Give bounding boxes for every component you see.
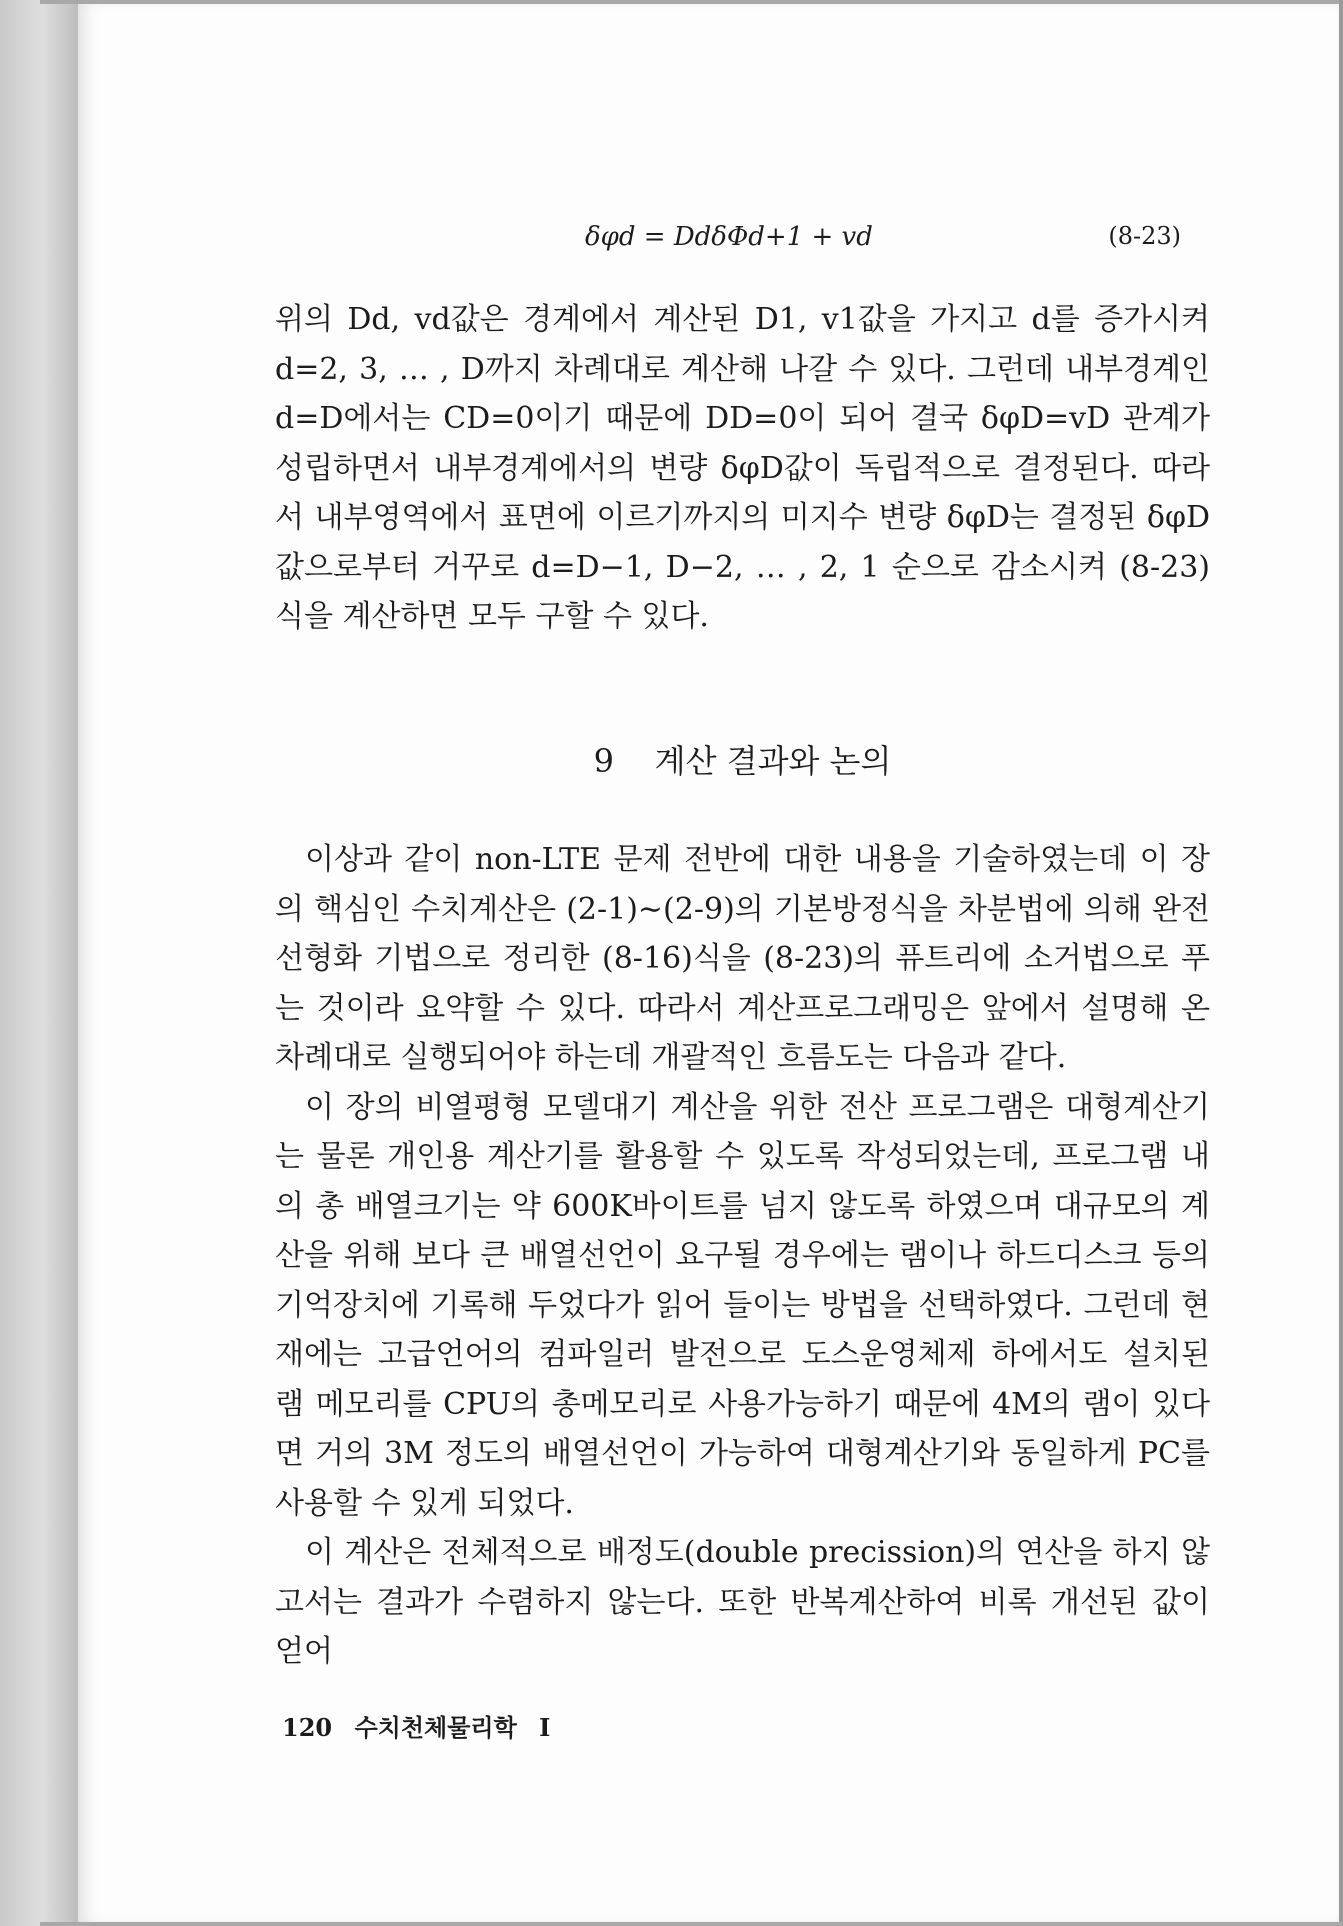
book-volume: I [539,1713,551,1742]
body-paragraph: 이상과 같이 non-LTE 문제 전반에 대한 내용을 기술하였는데 이 장의 핵심인 수치계산은 (2-1)∼(2-9)의 기본방정식을 차분법에 의해 완전선형화 기법으로 정리한 (8-16)식을 (8-23)의 퓨트리에 소거법으로 푸는 것이라 요약할 수 있다. 따라서 계산프로그래밍은 앞에서 설명해 온 차례대로 실행되어야 하는데 개괄적인 흐름도는 다음과 같다. [275,842,1210,1075]
book-spine [0,0,78,1926]
page-edge-right [1339,0,1343,1926]
equation: δφd = DdδΦd+1 + vd [585,222,873,252]
equation-line [275,222,1211,262]
page-edge-top [40,0,1343,4]
book-title: 수치천체물리학 [354,1713,517,1742]
page-edge-bottom [40,1922,1343,1926]
page-footer [282,1708,564,1743]
intro-paragraph-block [275,295,1210,642]
body-text-block [275,835,1210,1677]
page-number: 120 [282,1713,333,1742]
intro-paragraph: 위의 Dd, vd값은 경계에서 계산된 D1, v1값을 가지고 d를 증가시켜 d=2, 3, … , D까지 차례대로 계산해 나갈 수 있다. 그런데 내부경계인 d=D에서는 CD=0이기 때문에 DD=0이 되어 결국 δφD=vD 관계가 성립하면서 내부경계에서의 변량 δφD값이 독립적으로 결정된다. 따라서 내부영역에서 표면에 이르기까지의 미지수 변량 δφD는 결정된 δφD값으로부터 거꾸로 d=D−1, D−2, … , 2, 1 순으로 감소시켜 (8-23)식을 계산하면 모두 구할 수 있다. [275,302,1210,634]
body-paragraph: 이 계산은 전체적으로 배정도(double precission)의 연산을 하지 않고서는 결과가 수렴하지 않는다. 또한 반복계산하여 비록 개선된 값이 얻어 [275,1535,1210,1669]
section-title: 계산 결과와 논의 [654,742,892,780]
body-paragraph: 이 장의 비열평형 모델대기 계산을 위한 전산 프로그램은 대형계산기는 물론 개인용 계산기를 활용할 수 있도록 작성되었는데, 프로그램 내의 총 배열크기는 약 600K바이트를 넘지 않도록 하였으며 대규모의 계산을 위해 보다 큰 배열선언이 요구될 경우에는 램이나 하드디스크 등의 기억장치에 기록해 두었다가 읽어 들이는 방법을 선택하였다. 그런데 현재에는 고급언어의 컴파일러 발전으로 도스운영체제 하에서도 설치된 램 메모리를 CPU의 총메모리로 사용가능하기 때문에 4M의 램이 있다면 거의 3M 정도의 배열선언이 가능하여 대형계산기와 동일하게 PC를 사용할 수 있게 되었다. [275,1089,1210,1521]
section-number: 9 [593,742,614,780]
equation-number: (8-23) [1108,222,1181,250]
section-heading [275,736,1210,786]
